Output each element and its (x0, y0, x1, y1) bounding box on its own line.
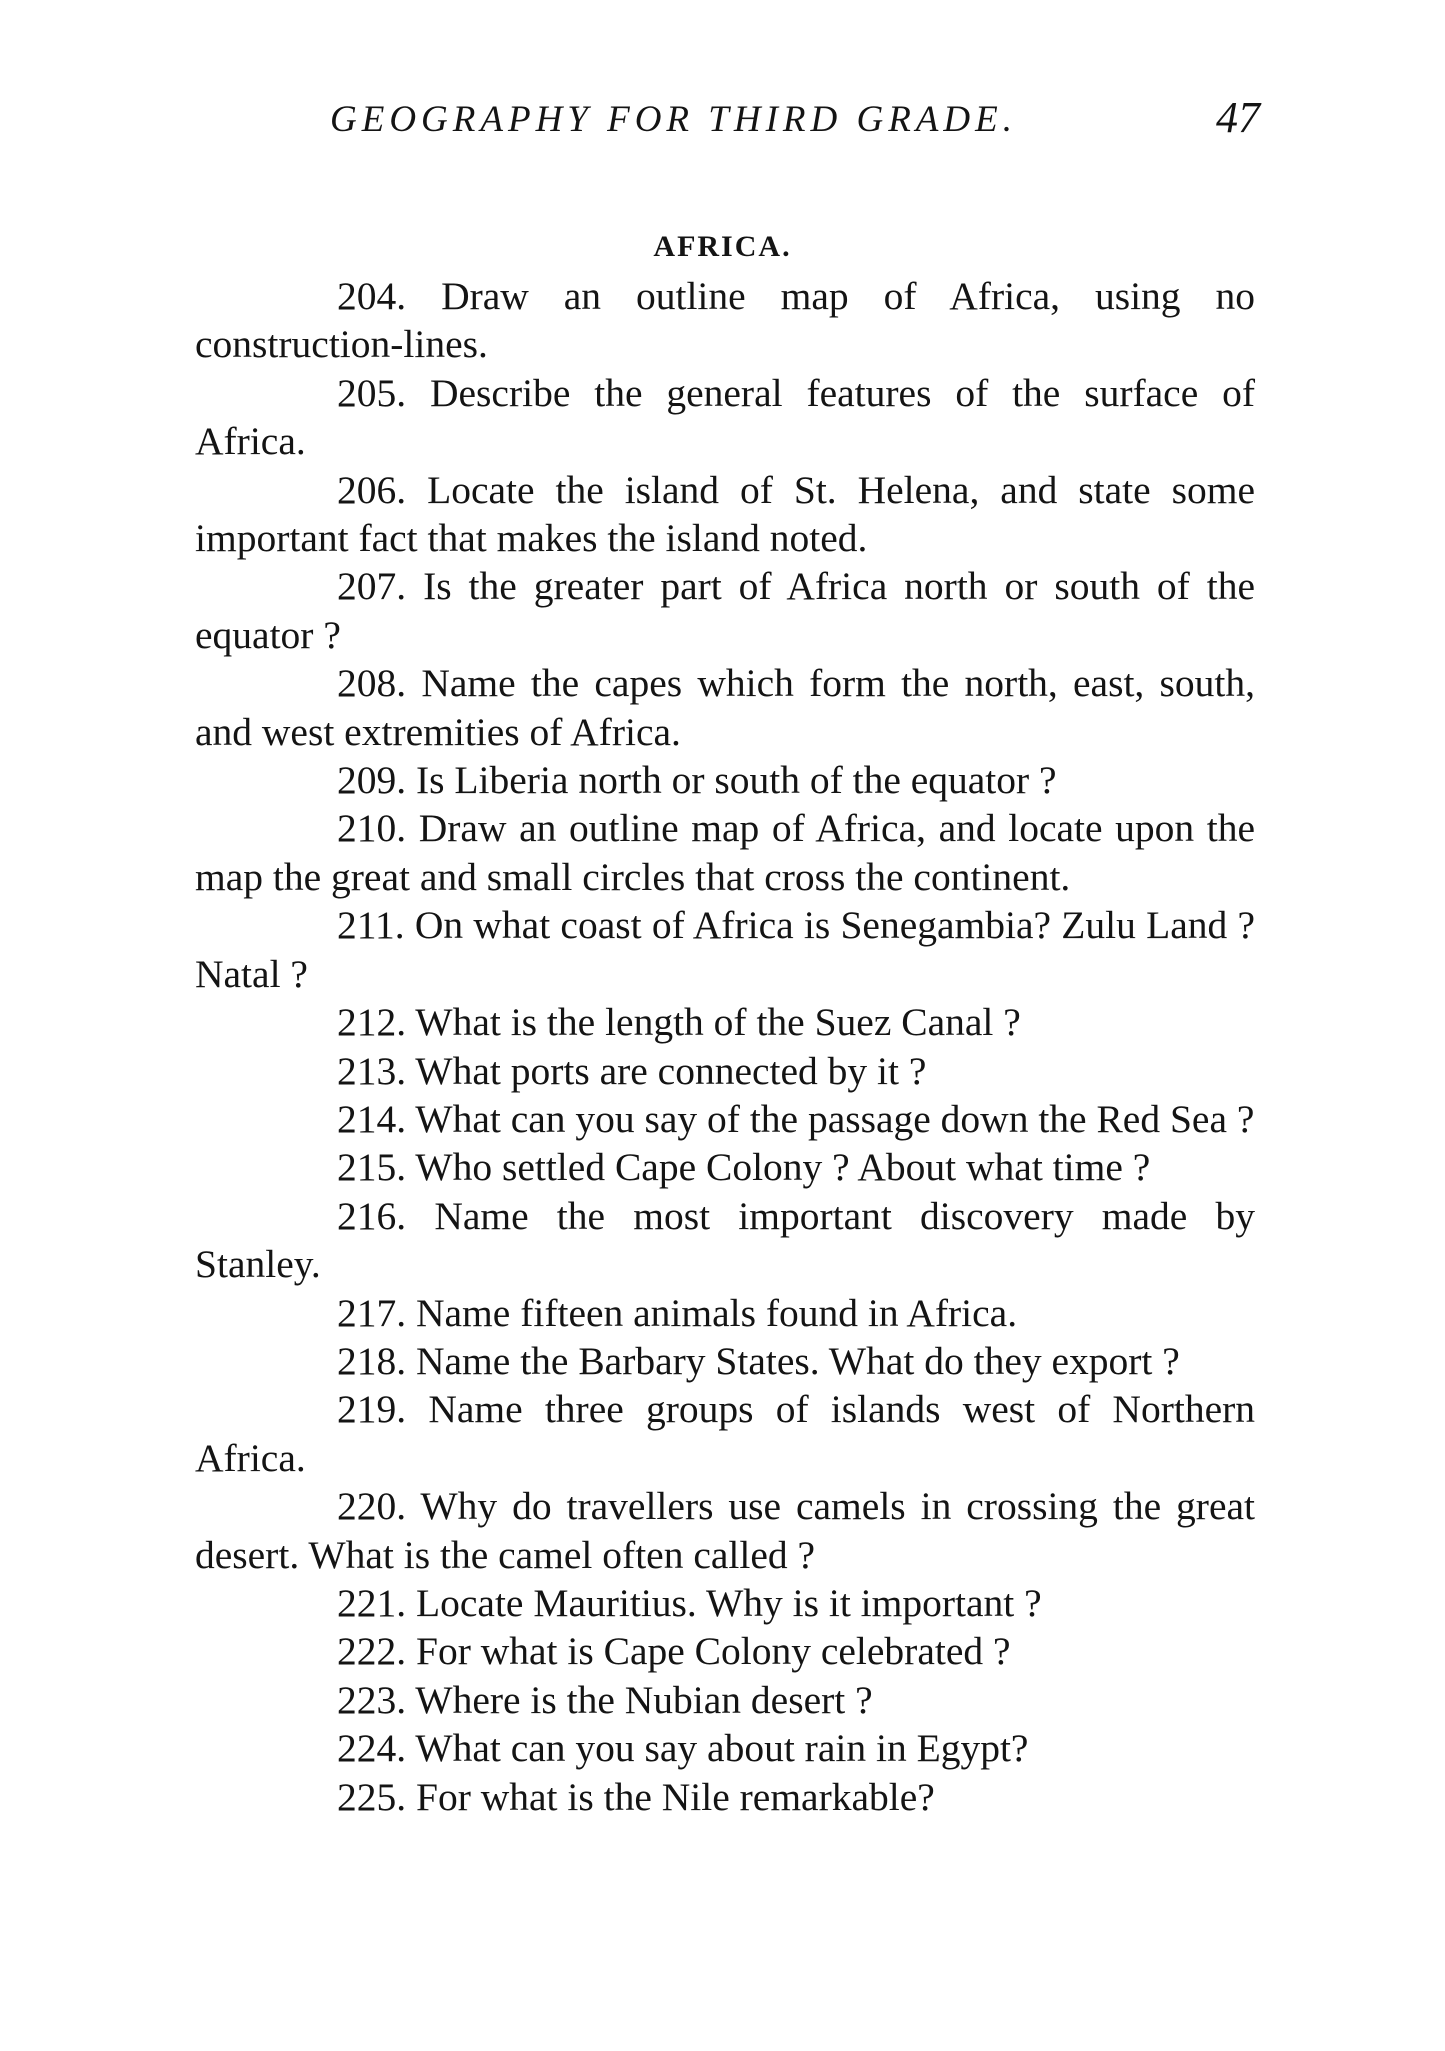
question-item (195, 1095, 1255, 1143)
question-number: 222. (337, 1629, 407, 1674)
question-item (195, 1724, 1255, 1772)
question-item (195, 466, 1255, 563)
question-number: 204. (337, 274, 407, 318)
question-number: 221. (337, 1580, 407, 1625)
question-item (195, 1627, 1255, 1675)
question-item (195, 369, 1255, 466)
question-number: 211. (337, 903, 405, 948)
question-text: Name three groups of islands west of Northern Africa. (195, 1387, 1256, 1480)
question-item (195, 1192, 1255, 1289)
question-number: 208. (337, 661, 407, 706)
question-number: 218. (337, 1338, 407, 1383)
question-text: For what is Cape Colony celebrated ? (416, 1629, 1011, 1674)
question-number: 220. (337, 1484, 407, 1529)
section-heading: AFRICA. (653, 230, 792, 263)
question-text: Name the most important discovery made by Stanley. (195, 1193, 1256, 1287)
question-number: 217. (337, 1290, 407, 1335)
question-item (195, 562, 1255, 659)
question-text: What can you say about rain in Egypt? (415, 1726, 1029, 1771)
question-number: 207. (337, 564, 407, 609)
question-item (195, 804, 1255, 901)
question-list (195, 272, 1255, 1821)
question-text: Who settled Cape Colony ? About what time ? (415, 1145, 1151, 1190)
running-title: GEOGRAPHY FOR THIRD GRADE. (330, 99, 1017, 140)
question-text: For what is the Nile remarkable? (416, 1774, 935, 1819)
question-text: Name the capes which form the north, east, south, and west extremities of Africa. (195, 661, 1256, 754)
question-number: 225. (337, 1774, 407, 1819)
question-item (195, 1773, 1255, 1821)
question-text: Locate Mauritius. Why is it important ? (416, 1580, 1042, 1625)
question-item (195, 1337, 1255, 1385)
question-number: 224. (337, 1726, 407, 1771)
question-number: 223. (337, 1677, 407, 1722)
question-text: Draw an outline map of Africa, and locate upon the map the great and small circles that cross the continent. (195, 806, 1255, 899)
question-number: 215. (337, 1145, 407, 1190)
question-text: Is the greater part of Africa north or south of the equator ? (195, 564, 1255, 657)
question-item (195, 901, 1255, 998)
question-text: Describe the general features of the surface of Africa. (195, 370, 1255, 464)
question-number: 216. (337, 1193, 407, 1238)
question-number: 205. (337, 370, 407, 415)
question-number: 214. (337, 1096, 407, 1141)
question-text: Why do travellers use camels in crossing the great desert. What is the camel often called ? (195, 1484, 1255, 1577)
question-item (195, 1676, 1255, 1724)
question-item (195, 1482, 1255, 1579)
question-item (195, 998, 1255, 1046)
question-number: 210. (337, 806, 407, 851)
question-number: 212. (337, 1000, 407, 1045)
question-item (195, 659, 1255, 756)
question-item (195, 1385, 1255, 1482)
question-item (195, 272, 1255, 369)
question-number: 213. (337, 1048, 407, 1093)
question-text: Where is the Nubian desert ? (415, 1677, 873, 1722)
question-text: What ports are connected by it ? (415, 1048, 927, 1093)
question-item (195, 756, 1255, 804)
question-text: Draw an outline map of Africa, using no construction-lines. (195, 274, 1255, 367)
question-text: What can you say of the passage down the Red Sea ? (415, 1096, 1255, 1141)
question-text: On what coast of Africa is Senegambia? Zulu Land ? Natal ? (195, 903, 1256, 996)
running-head (190, 92, 1270, 152)
question-number: 219. (337, 1387, 407, 1432)
page-number: 47 (1216, 93, 1260, 142)
question-text: Locate the island of St. Helena, and state some important fact that makes the island noted. (195, 467, 1255, 561)
question-item (195, 1289, 1255, 1337)
question-text: Name the Barbary States. What do they export ? (416, 1338, 1180, 1383)
question-number: 206. (337, 467, 407, 512)
question-item (195, 1143, 1255, 1191)
question-text: Name fifteen animals found in Africa. (416, 1290, 1018, 1335)
question-item (195, 1579, 1255, 1627)
question-item (195, 1047, 1255, 1095)
question-text: What is the length of the Suez Canal ? (415, 1000, 1021, 1045)
question-text: Is Liberia north or south of the equator ? (416, 758, 1057, 803)
question-number: 209. (337, 758, 407, 803)
